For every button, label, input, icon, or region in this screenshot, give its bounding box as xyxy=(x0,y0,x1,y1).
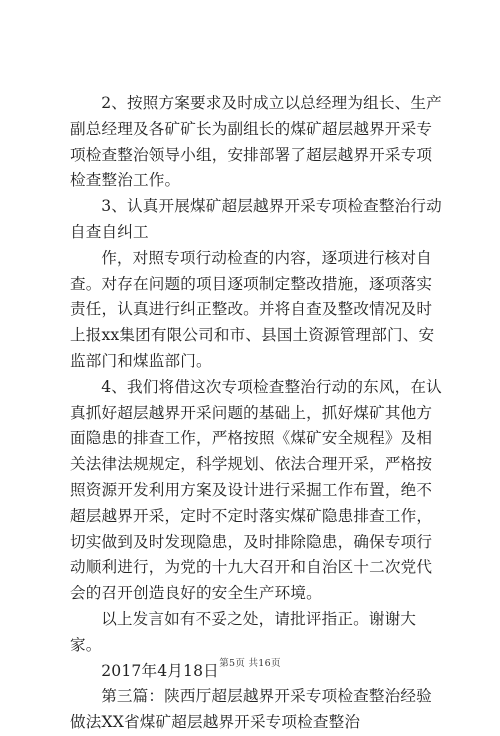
page-number-footer: 第5页 共16页 xyxy=(219,658,281,669)
closing-remark: 以上发言如有不妥之处，请批评指正。谢谢大家。 xyxy=(70,609,417,654)
document-body xyxy=(70,91,442,736)
document-date: 2017年4月18日 xyxy=(101,661,219,680)
paragraph-item-4: 4、我们将借这次专项检查整治行动的东风，在认真抓好超层越界开采问题的基础上，抓好煤矿其他方面隐患的排查工作，严格按照《煤矿安全规程》及相关法律法规规定，科学规划、依法合理开采，严格按照资源开发利用方案及设计进行采掘工作布置，绝不超层越界开采，定时不定时落实煤矿隐患排查工作，切实做到及时发现隐患，及时排除隐患，确保专项行动顺利进行，为党的十九大召开和自治区十二次党代会的召开创造良好的安全生产环境。 xyxy=(70,377,442,603)
paragraph-item-2: 2、按照方案要求及时成立以总经理为组长、生产副总经理及各矿矿长为副组长的煤矿超层越界开采专项检查整治领导小组，安排部署了超层越界开采专项检查整治工作。 xyxy=(70,94,442,190)
paragraph-item-3-body: 作，对照专项行动检查的内容，逐项进行核对自查。对存在问题的项目逐项制定整改措施，逐项落实责任，认真进行纠正整改。并将自查及整改情况及时上报xx集团有限公司和市、县国土资源管理部门、安监部门和煤监部门。 xyxy=(70,248,435,370)
paragraph-item-3-heading: 3、认真开展煤矿超层越界开采专项检查整治行动自查自纠工 xyxy=(70,197,442,241)
next-article-title: 第三篇：陕西厅超层越界开采专项检查整治经验做法XX省煤矿超层越界开采专项检查整治 xyxy=(70,687,432,732)
